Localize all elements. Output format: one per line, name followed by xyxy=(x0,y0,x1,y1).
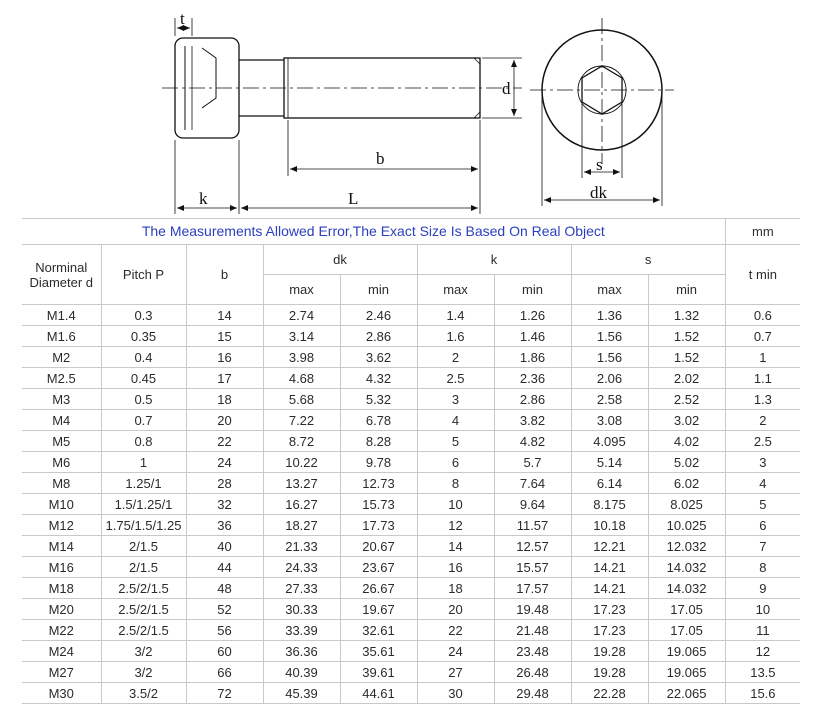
label-s: s xyxy=(596,155,603,174)
table-cell: M5 xyxy=(22,431,101,452)
table-cell: 2 xyxy=(417,347,494,368)
table-cell: 5.02 xyxy=(648,452,725,473)
table-cell: 12 xyxy=(725,641,800,662)
table-cell: 26.67 xyxy=(340,578,417,599)
table-cell: 12.57 xyxy=(494,536,571,557)
table-cell: 20 xyxy=(186,410,263,431)
table-cell: 22.28 xyxy=(571,683,648,704)
table-cell: 4.32 xyxy=(340,368,417,389)
table-cell: 1.36 xyxy=(571,305,648,326)
table-cell: 32 xyxy=(186,494,263,515)
unit-label: mm xyxy=(752,224,774,239)
measurement-note: The Measurements Allowed Error,The Exact Size Is Based On Real Object xyxy=(141,223,605,239)
table-cell: 3.08 xyxy=(571,410,648,431)
table-row xyxy=(22,389,800,410)
table-cell: 6 xyxy=(417,452,494,473)
table-row xyxy=(22,620,800,641)
header-k: k xyxy=(417,245,571,275)
table-cell: 1 xyxy=(101,452,186,473)
header-s-min: min xyxy=(648,275,725,305)
table-cell: 2.74 xyxy=(263,305,340,326)
table-cell: 20.67 xyxy=(340,536,417,557)
table-cell: 0.5 xyxy=(101,389,186,410)
table-cell: 27 xyxy=(417,662,494,683)
table-cell: 3 xyxy=(417,389,494,410)
table-cell: M16 xyxy=(22,557,101,578)
table-row xyxy=(22,515,800,536)
table-cell: 6 xyxy=(725,515,800,536)
table-row xyxy=(22,326,800,347)
table-cell: 1.4 xyxy=(417,305,494,326)
table-cell: 22 xyxy=(417,620,494,641)
note-row xyxy=(22,219,800,245)
table-cell: 2.86 xyxy=(340,326,417,347)
table-cell: 10.22 xyxy=(263,452,340,473)
table-cell: 27.33 xyxy=(263,578,340,599)
table-cell: 17.05 xyxy=(648,599,725,620)
table-cell: 4.68 xyxy=(263,368,340,389)
table-row xyxy=(22,494,800,515)
table-body xyxy=(22,305,800,704)
table-cell: 2/1.5 xyxy=(101,536,186,557)
table-cell: 1.46 xyxy=(494,326,571,347)
table-cell: 9.78 xyxy=(340,452,417,473)
table-cell: 1.5/1.25/1 xyxy=(101,494,186,515)
table-cell: 12.032 xyxy=(648,536,725,557)
table-cell: 2 xyxy=(725,410,800,431)
table-row xyxy=(22,599,800,620)
header-b: b xyxy=(186,245,263,305)
header-s-max: max xyxy=(571,275,648,305)
table-cell: 39.61 xyxy=(340,662,417,683)
table-row xyxy=(22,410,800,431)
label-k: k xyxy=(199,189,208,208)
table-cell: 15.6 xyxy=(725,683,800,704)
table-cell: 17.05 xyxy=(648,620,725,641)
table-cell: 14 xyxy=(186,305,263,326)
header-row-1 xyxy=(22,245,800,275)
table-cell: 10.18 xyxy=(571,515,648,536)
table-cell: 0.4 xyxy=(101,347,186,368)
table-cell: 14 xyxy=(417,536,494,557)
table-cell: 19.28 xyxy=(571,662,648,683)
table-cell: 13.5 xyxy=(725,662,800,683)
table-cell: 2.02 xyxy=(648,368,725,389)
table-cell: 22 xyxy=(186,431,263,452)
table-cell: 1.52 xyxy=(648,347,725,368)
table-cell: 28 xyxy=(186,473,263,494)
table-cell: 6.02 xyxy=(648,473,725,494)
table-cell: 1.86 xyxy=(494,347,571,368)
table-row xyxy=(22,347,800,368)
table-cell: 2/1.5 xyxy=(101,557,186,578)
table-cell: 3/2 xyxy=(101,662,186,683)
header-dk: dk xyxy=(263,245,417,275)
table-row xyxy=(22,557,800,578)
label-L: L xyxy=(348,189,359,208)
table-row xyxy=(22,368,800,389)
table-cell: 2.5 xyxy=(417,368,494,389)
table-cell: 2.5 xyxy=(725,431,800,452)
table-cell: 24 xyxy=(186,452,263,473)
table-cell: 2.5/2/1.5 xyxy=(101,578,186,599)
table-cell: M10 xyxy=(22,494,101,515)
table-cell: 5.32 xyxy=(340,389,417,410)
table-cell: 15.73 xyxy=(340,494,417,515)
table-cell: 17.57 xyxy=(494,578,571,599)
table-cell: 2.5/2/1.5 xyxy=(101,599,186,620)
table-cell: 3.5/2 xyxy=(101,683,186,704)
table-cell: 21.48 xyxy=(494,620,571,641)
label-t: t xyxy=(180,9,185,28)
table-cell: 17 xyxy=(186,368,263,389)
table-cell: 7 xyxy=(725,536,800,557)
table-cell: 2.52 xyxy=(648,389,725,410)
table-cell: M4 xyxy=(22,410,101,431)
table-cell: 3.98 xyxy=(263,347,340,368)
table-cell: 4.095 xyxy=(571,431,648,452)
table-cell: 45.39 xyxy=(263,683,340,704)
table-cell: 14.21 xyxy=(571,578,648,599)
table-cell: 1.25/1 xyxy=(101,473,186,494)
table-row xyxy=(22,641,800,662)
table-cell: 23.48 xyxy=(494,641,571,662)
table-cell: 18 xyxy=(186,389,263,410)
table-cell: 3.02 xyxy=(648,410,725,431)
table-cell: M1.4 xyxy=(22,305,101,326)
label-b: b xyxy=(376,149,385,168)
table-cell: 9 xyxy=(725,578,800,599)
table-cell: 16 xyxy=(417,557,494,578)
table-cell: 40 xyxy=(186,536,263,557)
table-cell: 12.73 xyxy=(340,473,417,494)
table-cell: 17.23 xyxy=(571,599,648,620)
table-cell: 26.48 xyxy=(494,662,571,683)
header-dk-max: max xyxy=(263,275,340,305)
table-cell: 0.3 xyxy=(101,305,186,326)
table-row xyxy=(22,536,800,557)
table-row xyxy=(22,683,800,704)
table-cell: 14.032 xyxy=(648,557,725,578)
table-row xyxy=(22,431,800,452)
table-cell: 35.61 xyxy=(340,641,417,662)
table-cell: M20 xyxy=(22,599,101,620)
table-cell: 17.23 xyxy=(571,620,648,641)
table-cell: 21.33 xyxy=(263,536,340,557)
table-cell: 15.57 xyxy=(494,557,571,578)
label-dk: dk xyxy=(590,183,607,202)
table-cell: 15 xyxy=(186,326,263,347)
header-s: s xyxy=(571,245,725,275)
table-cell: 19.28 xyxy=(571,641,648,662)
table-cell: 0.35 xyxy=(101,326,186,347)
table-row xyxy=(22,473,800,494)
table-cell: 44 xyxy=(186,557,263,578)
table-cell: M27 xyxy=(22,662,101,683)
table-cell: 40.39 xyxy=(263,662,340,683)
table-cell: 8.28 xyxy=(340,431,417,452)
table-cell: 8.175 xyxy=(571,494,648,515)
table-cell: 2.06 xyxy=(571,368,648,389)
table-row xyxy=(22,452,800,473)
table-cell: M2 xyxy=(22,347,101,368)
table-cell: 66 xyxy=(186,662,263,683)
table-cell: 36.36 xyxy=(263,641,340,662)
table-cell: 60 xyxy=(186,641,263,662)
table-cell: 36 xyxy=(186,515,263,536)
table-cell: 14.21 xyxy=(571,557,648,578)
table-cell: 1.1 xyxy=(725,368,800,389)
table-cell: 2.5/2/1.5 xyxy=(101,620,186,641)
table-cell: 5 xyxy=(417,431,494,452)
table-cell: 3.62 xyxy=(340,347,417,368)
screw-technical-drawing xyxy=(22,8,800,218)
table-cell: M6 xyxy=(22,452,101,473)
table-row xyxy=(22,578,800,599)
table-cell: 22.065 xyxy=(648,683,725,704)
header-t: t min xyxy=(725,245,800,305)
table-cell: 24 xyxy=(417,641,494,662)
table-cell: 52 xyxy=(186,599,263,620)
table-cell: 5.68 xyxy=(263,389,340,410)
table-cell: 30 xyxy=(417,683,494,704)
table-cell: 8 xyxy=(725,557,800,578)
table-cell: M24 xyxy=(22,641,101,662)
header-dk-min: min xyxy=(340,275,417,305)
table-cell: 0.8 xyxy=(101,431,186,452)
table-cell: 8.72 xyxy=(263,431,340,452)
table-cell: 3.14 xyxy=(263,326,340,347)
table-cell: M14 xyxy=(22,536,101,557)
table-cell: 6.14 xyxy=(571,473,648,494)
table-cell: 0.6 xyxy=(725,305,800,326)
table-cell: 19.065 xyxy=(648,641,725,662)
table-cell: 8 xyxy=(417,473,494,494)
table-cell: 10 xyxy=(725,599,800,620)
table-cell: 1.3 xyxy=(725,389,800,410)
table-cell: 44.61 xyxy=(340,683,417,704)
header-k-max: max xyxy=(417,275,494,305)
table-cell: 1 xyxy=(725,347,800,368)
table-cell: 11 xyxy=(725,620,800,641)
header-pitch: Pitch P xyxy=(101,245,186,305)
table-cell: 1.26 xyxy=(494,305,571,326)
table-cell: 24.33 xyxy=(263,557,340,578)
table-cell: 13.27 xyxy=(263,473,340,494)
table-cell: 10.025 xyxy=(648,515,725,536)
table-cell: 5 xyxy=(725,494,800,515)
screw-spec-table xyxy=(22,218,800,704)
table-cell: 3.82 xyxy=(494,410,571,431)
table-cell: 5.7 xyxy=(494,452,571,473)
table-cell: M18 xyxy=(22,578,101,599)
table-cell: 29.48 xyxy=(494,683,571,704)
table-cell: 1.6 xyxy=(417,326,494,347)
table-cell: 3 xyxy=(725,452,800,473)
table-cell: 0.45 xyxy=(101,368,186,389)
table-cell: 2.46 xyxy=(340,305,417,326)
table-cell: 12 xyxy=(417,515,494,536)
table-cell: 19.48 xyxy=(494,599,571,620)
table-cell: 19.67 xyxy=(340,599,417,620)
table-cell: 14.032 xyxy=(648,578,725,599)
table-cell: 12.21 xyxy=(571,536,648,557)
table-cell: 9.64 xyxy=(494,494,571,515)
table-cell: 30.33 xyxy=(263,599,340,620)
table-cell: 16 xyxy=(186,347,263,368)
table-cell: M22 xyxy=(22,620,101,641)
table-cell: M1.6 xyxy=(22,326,101,347)
table-cell: 1.56 xyxy=(571,347,648,368)
table-cell: 18.27 xyxy=(263,515,340,536)
table-cell: 1.56 xyxy=(571,326,648,347)
table-cell: 19.065 xyxy=(648,662,725,683)
table-cell: 72 xyxy=(186,683,263,704)
table-cell: 4 xyxy=(417,410,494,431)
table-cell: 2.36 xyxy=(494,368,571,389)
table-cell: 0.7 xyxy=(725,326,800,347)
table-cell: 1.52 xyxy=(648,326,725,347)
table-cell: M8 xyxy=(22,473,101,494)
table-cell: 33.39 xyxy=(263,620,340,641)
table-cell: 3/2 xyxy=(101,641,186,662)
table-cell: M3 xyxy=(22,389,101,410)
table-cell: 4 xyxy=(725,473,800,494)
header-diameter: Norminal Diameter d xyxy=(22,245,101,305)
table-cell: 4.82 xyxy=(494,431,571,452)
table-cell: M30 xyxy=(22,683,101,704)
table-row xyxy=(22,305,800,326)
table-cell: 2.58 xyxy=(571,389,648,410)
table-cell: 23.67 xyxy=(340,557,417,578)
table-cell: 7.64 xyxy=(494,473,571,494)
table-cell: 1.32 xyxy=(648,305,725,326)
table-cell: M12 xyxy=(22,515,101,536)
table-cell: 32.61 xyxy=(340,620,417,641)
table-cell: 4.02 xyxy=(648,431,725,452)
table-cell: 5.14 xyxy=(571,452,648,473)
table-cell: 1.75/1.5/1.25 xyxy=(101,515,186,536)
table-cell: 0.7 xyxy=(101,410,186,431)
table-cell: 8.025 xyxy=(648,494,725,515)
table-cell: M2.5 xyxy=(22,368,101,389)
table-cell: 6.78 xyxy=(340,410,417,431)
table-cell: 48 xyxy=(186,578,263,599)
table-cell: 2.86 xyxy=(494,389,571,410)
table-row xyxy=(22,662,800,683)
table-cell: 7.22 xyxy=(263,410,340,431)
label-d: d xyxy=(502,79,511,98)
header-k-min: min xyxy=(494,275,571,305)
table-cell: 20 xyxy=(417,599,494,620)
table-cell: 10 xyxy=(417,494,494,515)
table-cell: 18 xyxy=(417,578,494,599)
table-cell: 11.57 xyxy=(494,515,571,536)
table-cell: 56 xyxy=(186,620,263,641)
table-cell: 16.27 xyxy=(263,494,340,515)
table-cell: 17.73 xyxy=(340,515,417,536)
